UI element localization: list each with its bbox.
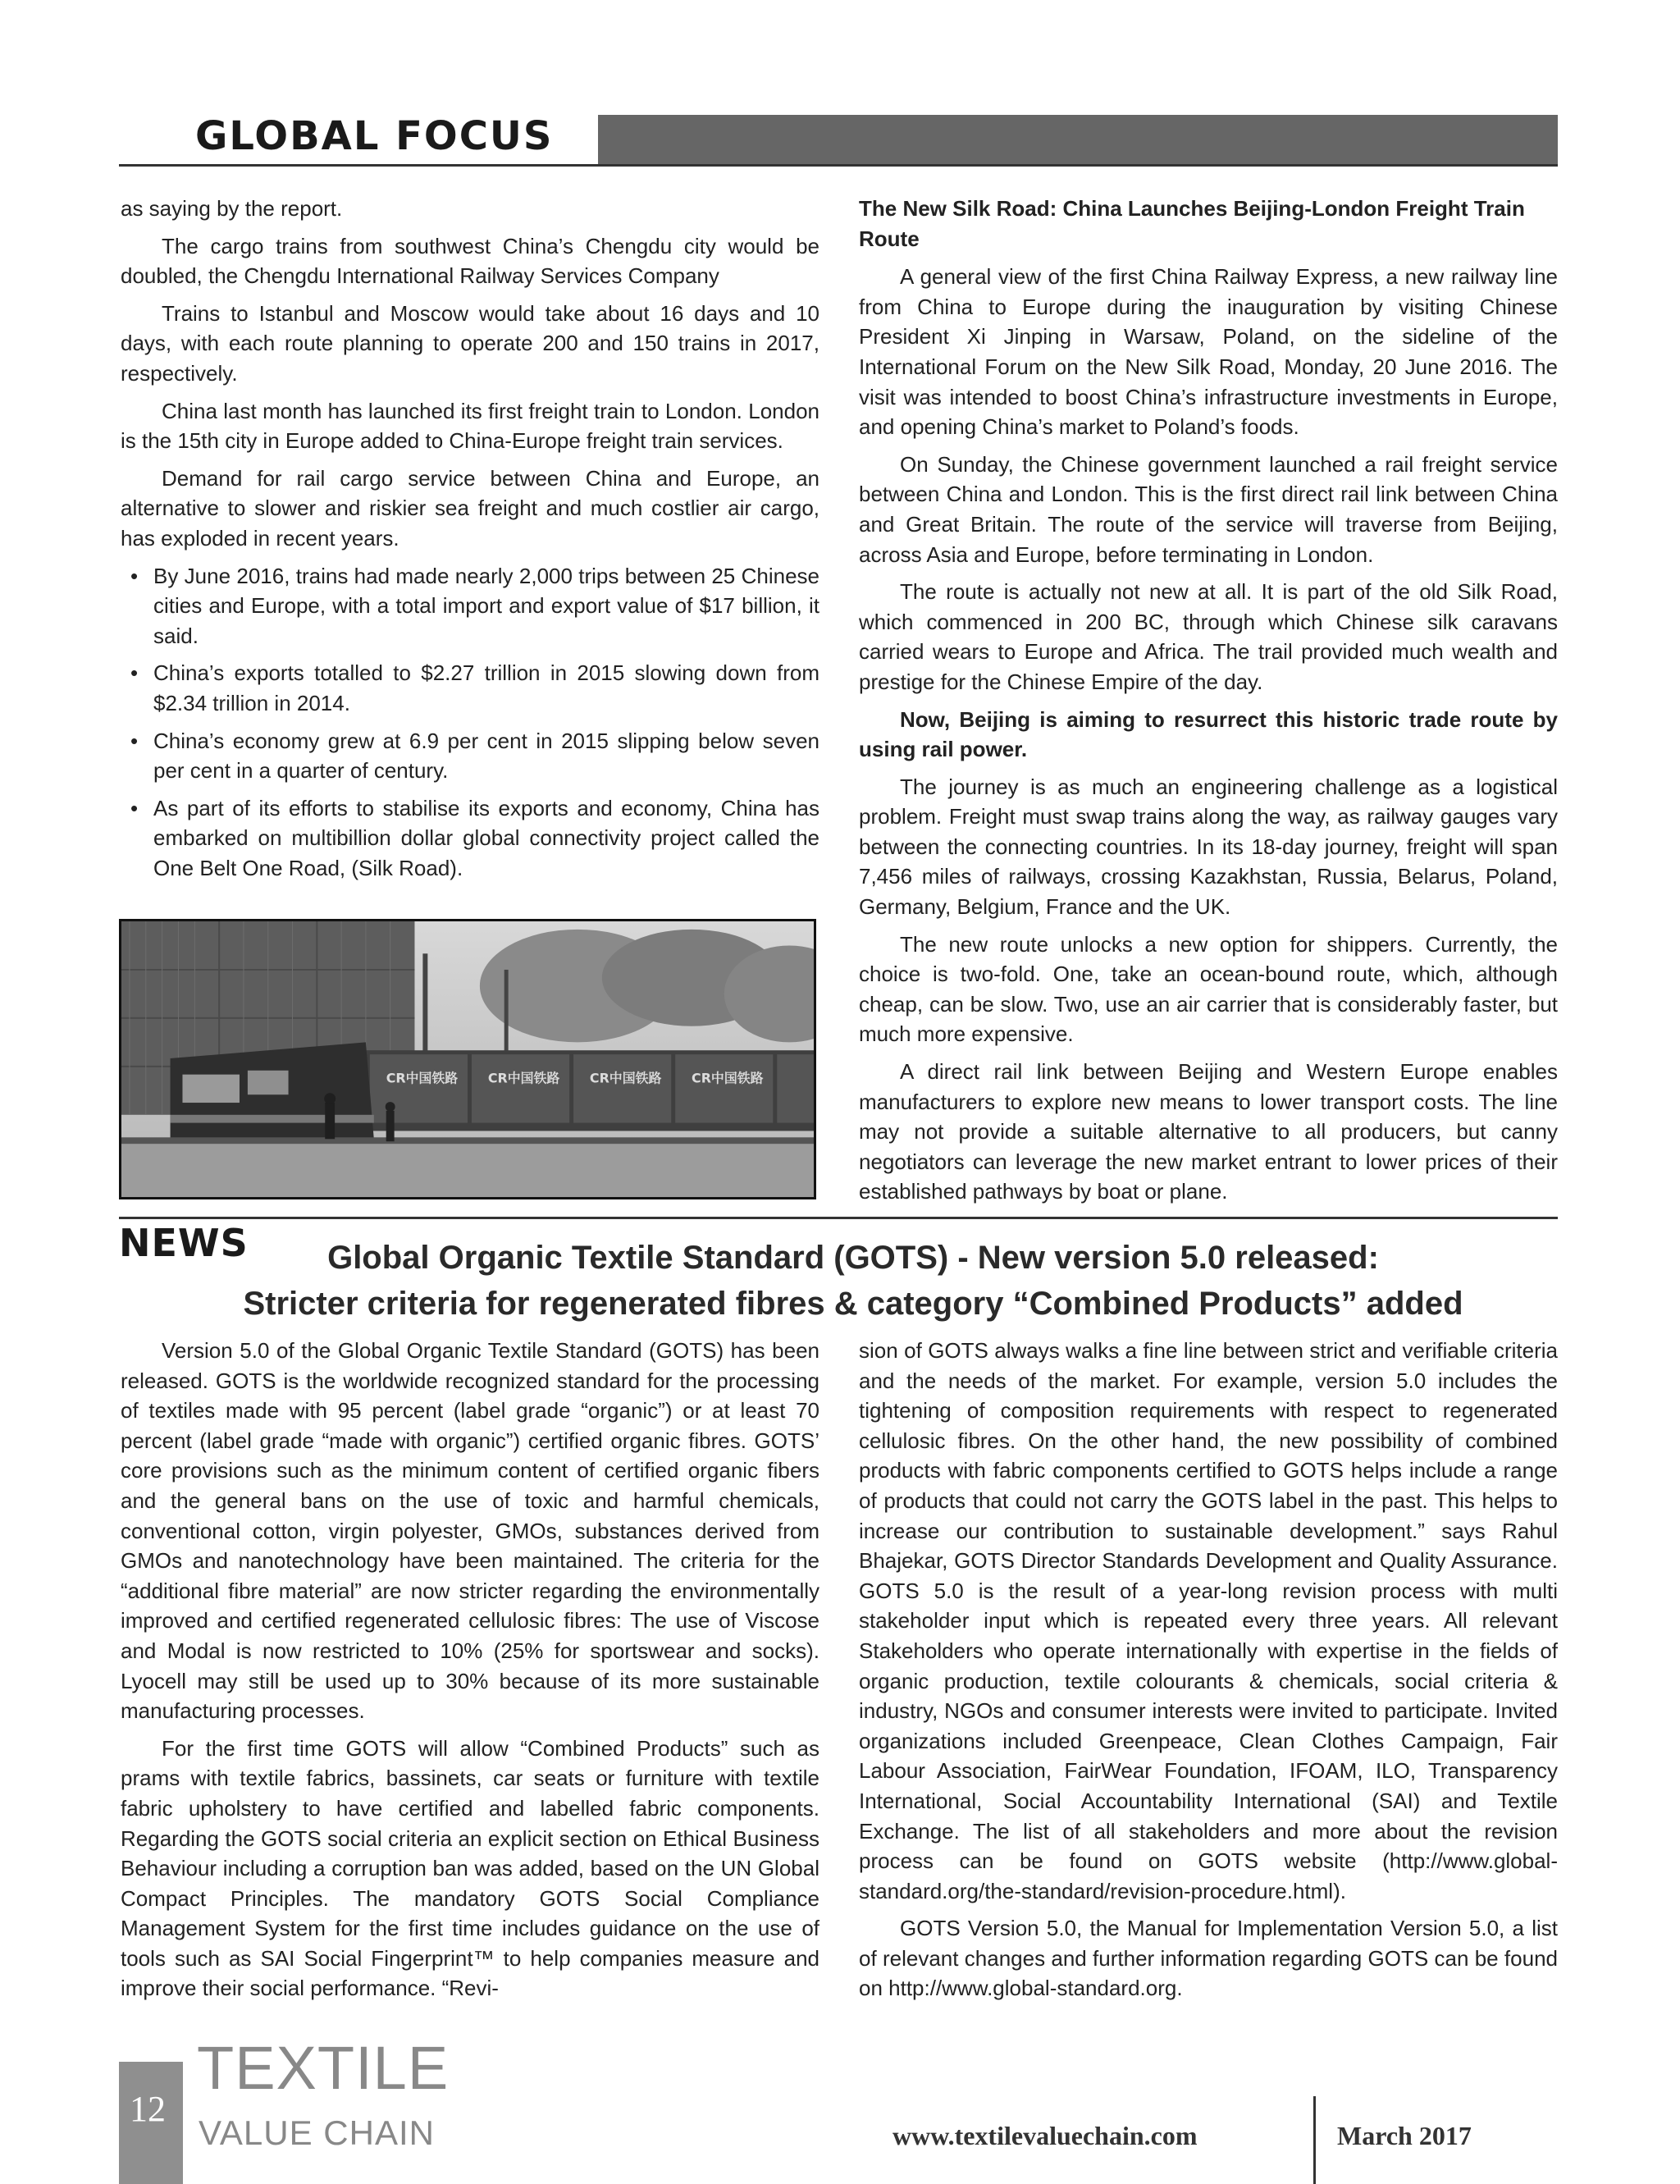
paragraph: sion of GOTS always walks a fine line between strict and verifiable criteria and the needs of the market. For example, version 5.0 includes the tightening of composition requirements with respect to regenerated cellulosic fibres. On the other hand, the new possibility of combined products with fabric components certified to GOTS helps include a range of products that could not carry the GOTS label in the past. This helps to increase our contribution to sustainable development.” says Rahul Bhajekar, GOTS Director Standards Development and Quality Assurance. GOTS 5.0 is the result of a year-long revision process with multi stakeholder input which is repeated every three years. All relevant Stakeholders who operate internationally with expertise in the fields of organic production, textile colourants & chemicals, social criteria & industry, NGOs and consumer interests were invited to participate. Invited organizations included Greenpeace, Clean Clothes Campaign, Fair Labour Association, FairWear Foundation, IFOAM, ILO, Transparency International, Social Accountability International (SAI) and Textile Exchange. The list of all stakeholders and more about the revision process can be found on GOTS website (http://www.global-standard.org/the-standard/revision-procedure.html).: [859, 1338, 1558, 1903]
news-headline-line1: Global Organic Textile Standard (GOTS) - New version 5.0 released:: [327, 1240, 1379, 1276]
news-left-column: [121, 1336, 819, 2011]
paragraph: Trains to Istanbul and Moscow would take about 16 days and 10 days, with each route planning to operate 200 and 150 trains in 2017, respectively.: [121, 300, 819, 386]
page-number: 12: [130, 2089, 166, 2129]
news-tag: NEWS: [119, 1221, 249, 1265]
header-rule: [119, 164, 1558, 167]
freight-train-photo: [119, 919, 816, 1199]
news-right-column: [859, 1336, 1558, 2011]
news-headline-line2: Stricter criteria for regenerated fibres & category “Combined Products” added: [243, 1286, 1463, 1322]
bullet-item: • As part of its efforts to stabilise its exports and economy, China has embarked on multibillion dollar global connectivity project called the One Belt One Road, (Silk Road).: [121, 793, 819, 884]
paragraph: Demand for rail cargo service between China and Europe, an alternative to slower and riskier sea freight and much costlier air cargo, has exploded in recent years.: [121, 465, 819, 551]
article-headline: The New Silk Road: China Launches Beijing-London Freight Train Route: [859, 196, 1525, 251]
container-label: CR中国铁路: [386, 1070, 459, 1086]
paragraph: A general view of the first China Railway Express, a new railway line from China to Europe during the inauguration by visiting Chinese President Xi Jinping in Warsaw, Poland, on the sideline of the International Forum on the New Silk Road, Monday, 20 June 2016. The visit was intended to boost China’s infrastructure investments in Europe, and opening China’s market to Poland’s foods.: [859, 264, 1558, 440]
bullet-item: • By June 2016, trains had made nearly 2,000 trips between 25 Chinese cities and Europe, with a total import and export value of $17 billion, it said.: [121, 561, 819, 651]
paragraph: A direct rail link between Beijing and Western Europe enables manufacturers to explore new means to lower transport costs. The line may not provide a suitable alternative to all producers, but canny negotiators can leverage the new market entrant to lower prices of their established pathways by boat or plane.: [859, 1059, 1558, 1204]
bullet-list: [121, 561, 819, 884]
paragraph: Version 5.0 of the Global Organic Textile Standard (GOTS) has been released. GOTS is the worldwide recognized standard for the processing of textiles made with 95 percent (label grade “organic”) or at least 70 percent (label grade “made with organic”) certified organic fibres. GOTS’ core provisions such as the minimum content of certified organic fibers and the general bans on the use of toxic and harmful chemicals, conventional cotton, virgin polyester, GMOs, substances derived from GMOs and nanotechnology have been maintained. The criteria for the “additional fibre material” are now stricter regarding the environmentally improved and certified regenerated cellulosic fibres: The use of Viscose and Modal is now restricted to 10% (25% for sportswear and socks). Lyocell may still be used up to 30% because of its more sustainable manufacturing processes.: [121, 1338, 819, 1724]
header-bar: [598, 115, 1558, 166]
paragraph: The journey is as much an engineering challenge as a logistical problem. Freight must swap trains along the way, as railway gauges vary between the connecting countries. In its 18-day journey, freight will span 7,456 miles of railways, crossing Kazakhstan, Russia, Belarus, Poland, Germany, Belgium, France and the UK.: [859, 774, 1558, 920]
brand-logo-line2: VALUE CHAIN: [199, 2113, 435, 2152]
container-label: CR中国铁路: [487, 1070, 560, 1086]
paragraph: GOTS Version 5.0, the Manual for Implementation Version 5.0, a list of relevant changes and further information regarding GOTS can be found on http://www.global-standard.org.: [859, 1916, 1558, 2001]
bullet-item: • China’s economy grew at 6.9 per cent in 2015 slipping below seven per cent in a quarter of century.: [121, 726, 819, 786]
footer-separator: [1313, 2096, 1316, 2184]
container-label: CR中国铁路: [692, 1070, 764, 1086]
footer-website: www.textilevaluechain.com: [892, 2121, 1198, 2150]
brand-logo-line1: TEXTILE: [197, 2034, 450, 2102]
news-rule: [119, 1217, 1558, 1219]
section-title: GLOBAL FOCUS: [195, 113, 554, 159]
paragraph: For the first time GOTS will allow “Combined Products” such as prams with textile fabrics, bassinets, car seats or furniture with textile fabric upholstery to have certified and labelled fabric components. Regarding the GOTS social criteria an explicit section on Ethical Business Behaviour including a corruption ban was added, based on the UN Global Compact Principles. The mandatory GOTS Social Compliance Management System for the first time includes guidance on the use of tools such as SAI Social Fingerprint™ to help companies measure and improve their social performance. “Revi-: [121, 1735, 819, 2001]
paragraph-emphasis: Now, Beijing is aiming to resurrect this historic trade route by using rail power.: [859, 706, 1558, 762]
container-label: CR中国铁路: [589, 1070, 662, 1086]
bullet-item: • China’s exports totalled to $2.27 trillion in 2015 slowing down from $2.34 trillion in 2014.: [121, 658, 819, 718]
paragraph: The cargo trains from southwest China’s Chengdu city would be doubled, the Chengdu International Railway Services Company: [121, 233, 819, 289]
paragraph: as saying by the report.: [121, 196, 343, 221]
paragraph: China last month has launched its first freight train to London. London is the 15th city in Europe added to China-Europe freight train services.: [121, 398, 819, 454]
footer-date: March 2017: [1337, 2121, 1472, 2150]
paragraph: On Sunday, the Chinese government launched a rail freight service between China and London. This is the first direct rail link between China and Great Britain. The route of the service will traverse from Beijing, across Asia and Europe, before terminating in London.: [859, 451, 1558, 567]
article1-left-column: [121, 194, 819, 891]
article1-right-column: [859, 194, 1558, 1214]
paragraph: The new route unlocks a new option for shippers. Currently, the choice is two-fold. One, take an ocean-bound route, which, although cheap, can be slow. Two, use an air carrier that is considerably faster, but much more expensive.: [859, 931, 1558, 1047]
paragraph: The route is actually not new at all. It is part of the old Silk Road, which commenced in 200 BC, through which Chinese silk caravans carried wears to Europe and Africa. The trail provided much wealth and prestige for the Chinese Empire of the day.: [859, 579, 1558, 694]
news-headline: [189, 1235, 1518, 1327]
train-illustration: [121, 921, 814, 1197]
